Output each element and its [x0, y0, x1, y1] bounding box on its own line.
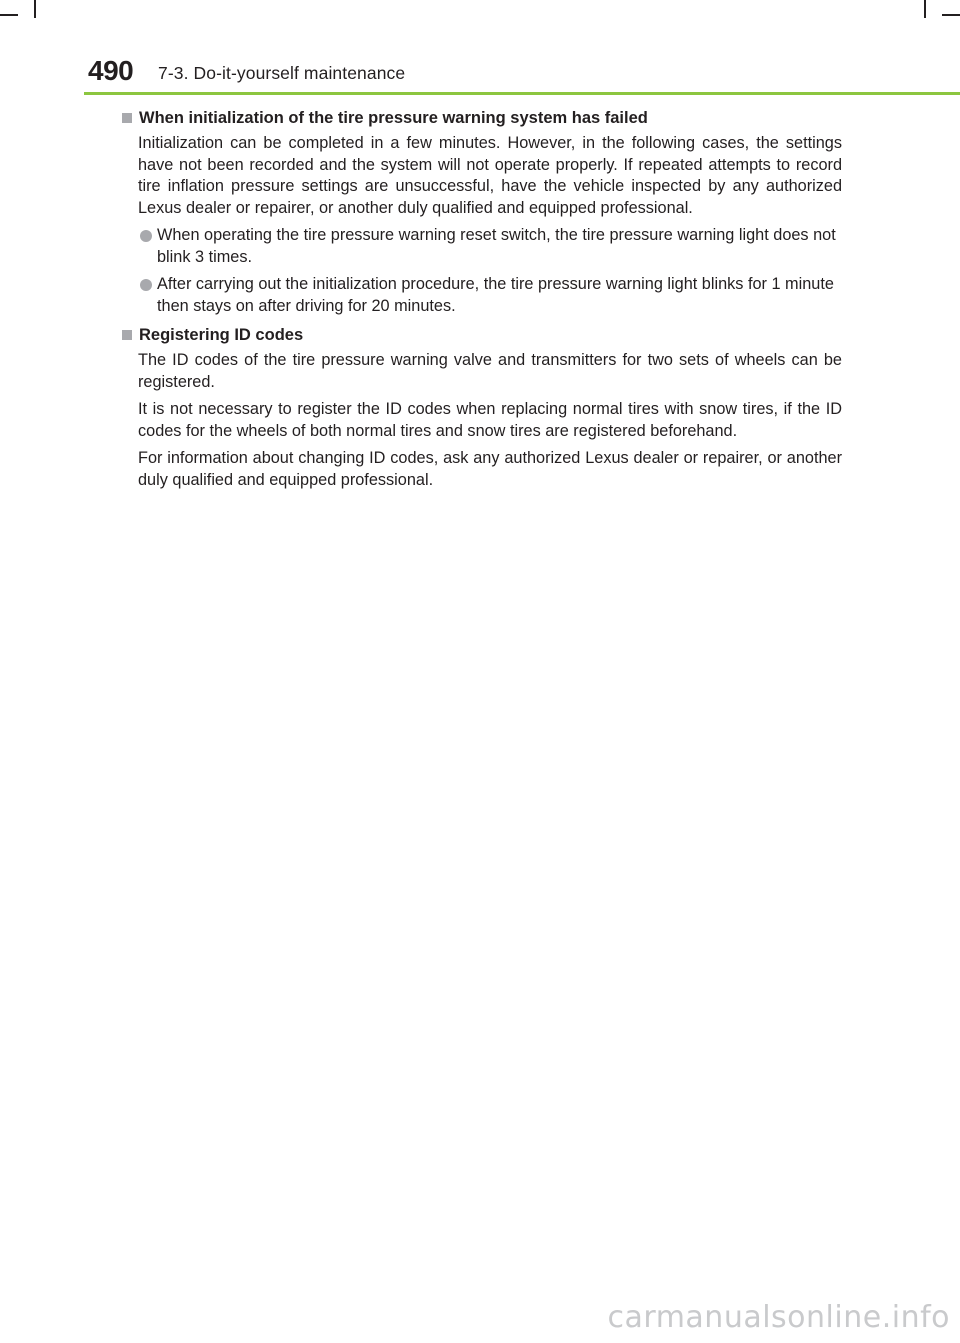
header-rule	[84, 92, 960, 95]
circle-bullet-icon	[140, 279, 152, 291]
section-title: 7-3. Do-it-yourself maintenance	[158, 63, 406, 83]
paragraph: Initialization can be completed in a few minutes. However, in the following cases, the settings have not been recorded and the system will not operate properly. If repeated attempts to record tire inflation pressure settings are unsuccessful, have the vehicle inspected by any authorized Lexus dealer or repairer, or another duly qualified and equipped professional.	[138, 134, 842, 217]
heading-text: Registering ID codes	[139, 326, 304, 344]
crop-mark-top-right	[942, 14, 960, 16]
square-bullet-icon	[122, 330, 132, 340]
paragraph: For information about changing ID codes, ask any authorized Lexus dealer or repairer, or another duly qualified and equipped professional.	[138, 449, 842, 489]
list-item-text: After carrying out the initialization procedure, the tire pressure warning light blinks for 1 minute then stays on after driving for 20 minutes.	[157, 275, 834, 315]
page-number: 490	[88, 55, 134, 86]
heading-text: When initialization of the tire pressure warning system has failed	[139, 109, 648, 127]
section-heading-initialization-failed	[120, 106, 842, 130]
crop-mark-top-right-vertical	[924, 0, 926, 18]
page-header	[0, 52, 960, 94]
paragraph: It is not necessary to register the ID codes when replacing normal tires with snow tires, if the ID codes for the wheels of both normal tires and snow tires are registered beforehand.	[138, 400, 842, 440]
circle-bullet-icon	[140, 230, 152, 242]
square-bullet-icon	[122, 113, 132, 123]
list-item-text: When operating the tire pressure warning reset switch, the tire pressure warning light does not blink 3 times.	[157, 226, 836, 266]
main-content	[120, 106, 842, 497]
crop-mark-top-left-vertical	[34, 0, 36, 18]
watermark: carmanualsonline.info	[607, 1300, 950, 1335]
list-item	[120, 225, 842, 268]
paragraph: The ID codes of the tire pressure warning valve and transmitters for two sets of wheels can be registered.	[138, 351, 842, 391]
section-heading-registering-id-codes	[120, 323, 842, 347]
list-item	[120, 274, 842, 317]
crop-mark-top-left	[0, 14, 18, 16]
